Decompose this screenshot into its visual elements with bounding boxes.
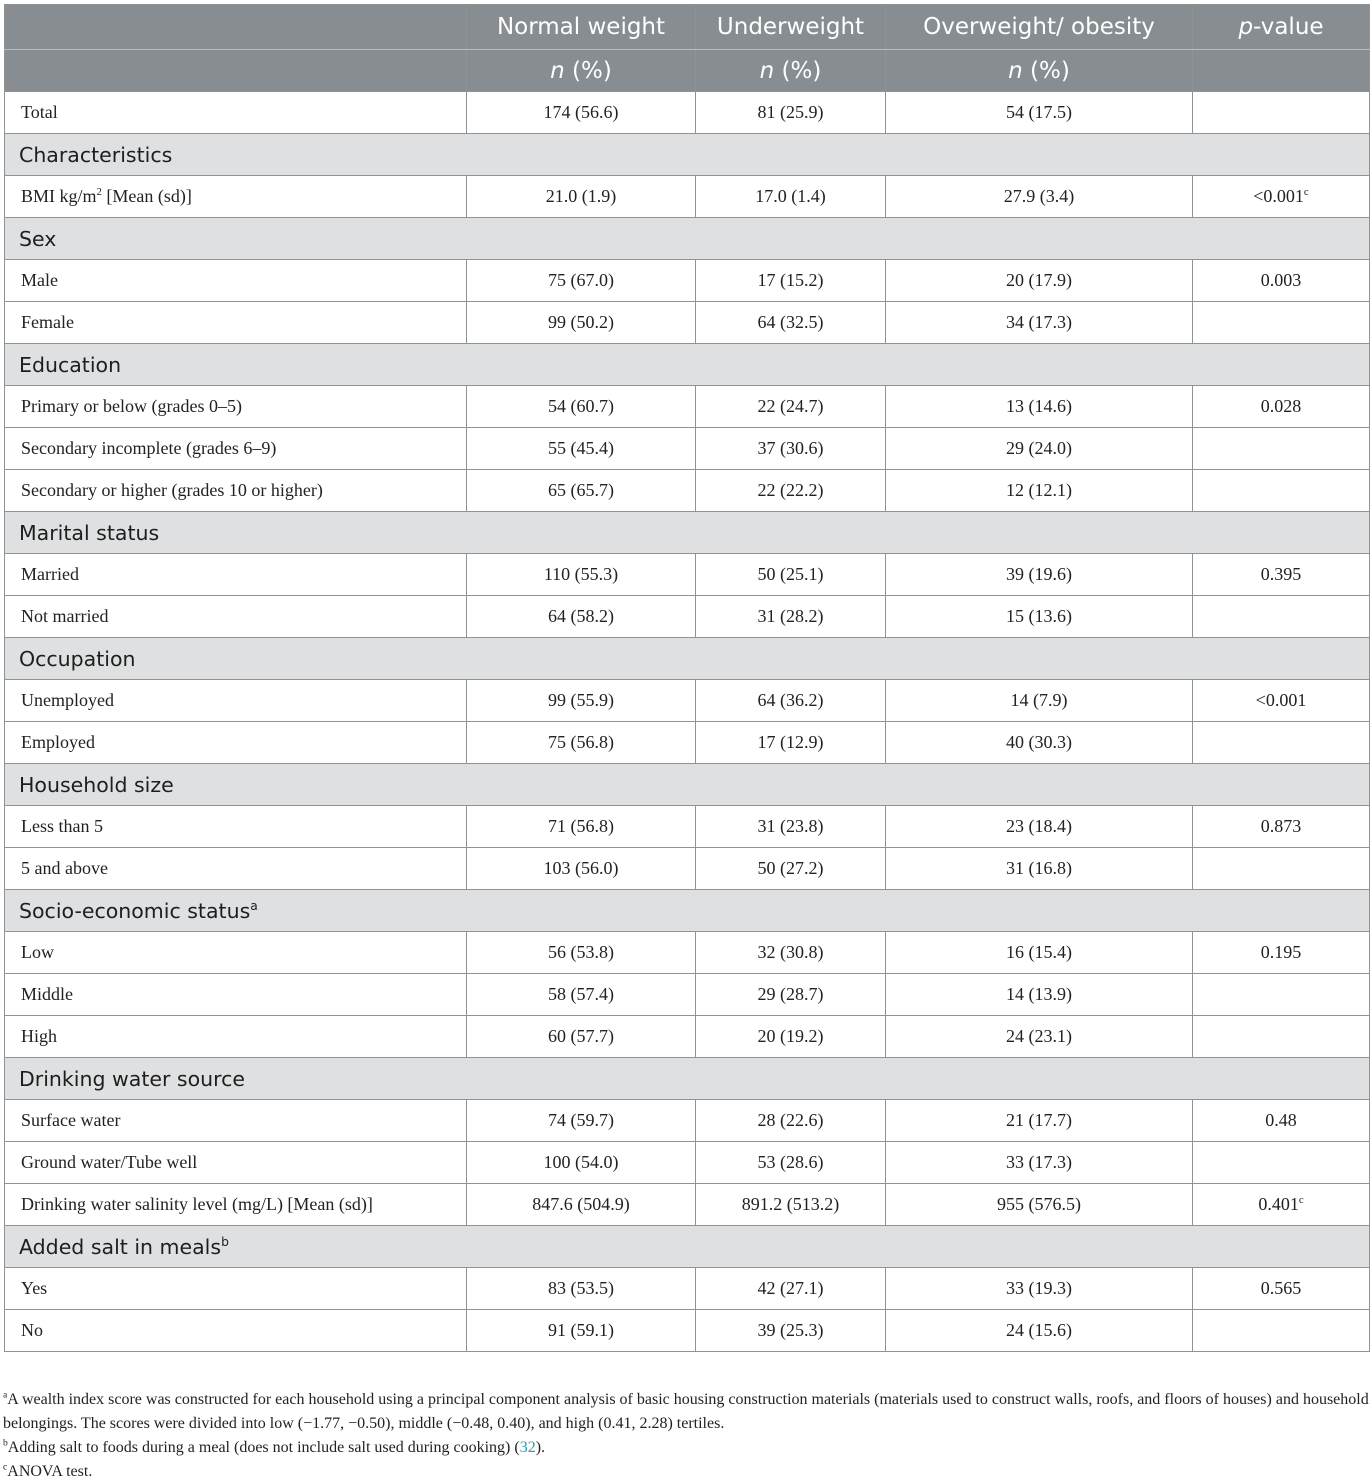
section-row (5, 764, 1370, 806)
cell-over: 12 (12.1) (886, 470, 1193, 512)
cell-normal: 55 (45.4) (467, 428, 696, 470)
cell-p: 0.195 (1193, 932, 1370, 974)
row-label: Middle (5, 974, 467, 1016)
cell-normal: 71 (56.8) (467, 806, 696, 848)
reference-link[interactable]: 32 (519, 1439, 536, 1456)
cell-over: 31 (16.8) (886, 848, 1193, 890)
table-row (5, 1184, 1370, 1226)
cell-normal: 75 (67.0) (467, 260, 696, 302)
cell-under: 31 (23.8) (696, 806, 886, 848)
cell-under: 53 (28.6) (696, 1142, 886, 1184)
cell-under: 50 (27.2) (696, 848, 886, 890)
row-label: High (5, 1016, 467, 1058)
cell-over: 39 (19.6) (886, 554, 1193, 596)
section-label: Household size (5, 764, 1370, 806)
footnote-a: $^a$A wealth index score was constructed for each household using a principal component analysis of basic housing construction materials (materials used to construct walls, roofs, and floors of houses) and household belongings. The scores were divided into low (−1.77, −0.50), middle (−0.48, 0.40), and high (0.41, 2.28) tertiles. (3, 1389, 1369, 1432)
row-label: Married (5, 554, 467, 596)
cell-normal: 64 (58.2) (467, 596, 696, 638)
cell-p (1193, 1142, 1370, 1184)
cell-over: 20 (17.9) (886, 260, 1193, 302)
cell-p (1193, 1016, 1370, 1058)
cell-under: 17 (12.9) (696, 722, 886, 764)
header-overweight: Overweight/ obesity (886, 5, 1193, 50)
cell-p: <0.001$^c$ (1193, 176, 1370, 218)
section-row (5, 890, 1370, 932)
table-row (5, 1100, 1370, 1142)
footnote-c: $^c$ANOVA test. (3, 1461, 93, 1480)
section-row (5, 344, 1370, 386)
header-p-value: p-value (1193, 5, 1370, 50)
footnotes (3, 1388, 1369, 1484)
section-row (5, 638, 1370, 680)
cell-normal: 103 (56.0) (467, 848, 696, 890)
header-n-pct: n (%) (467, 50, 696, 92)
cell-normal: 75 (56.8) (467, 722, 696, 764)
cell-p (1193, 848, 1370, 890)
row-label: Yes (5, 1268, 467, 1310)
section-label: Drinking water source (5, 1058, 1370, 1100)
row-label: Secondary incomplete (grades 6–9) (5, 428, 467, 470)
table-row (5, 302, 1370, 344)
row-label: Secondary or higher (grades 10 or higher) (5, 470, 467, 512)
row-label: Surface water (5, 1100, 467, 1142)
table-row (5, 722, 1370, 764)
cell-normal: 91 (59.1) (467, 1310, 696, 1352)
table-row (5, 1142, 1370, 1184)
row-label: BMI $kg/m^2$ [Mean (sd)] (5, 176, 467, 218)
cell-over: 33 (19.3) (886, 1268, 1193, 1310)
table-row (5, 806, 1370, 848)
section-label: Education (5, 344, 1370, 386)
section-label: Occupation (5, 638, 1370, 680)
cell-normal: 99 (55.9) (467, 680, 696, 722)
cell-p (1193, 596, 1370, 638)
cell-under: 81 (25.9) (696, 92, 886, 134)
table-row (5, 554, 1370, 596)
row-label: Male (5, 260, 467, 302)
cell-p: 0.565 (1193, 1268, 1370, 1310)
cell-under: 50 (25.1) (696, 554, 886, 596)
table-row (5, 1268, 1370, 1310)
cell-over: 24 (23.1) (886, 1016, 1193, 1058)
section-row (5, 134, 1370, 176)
cell-under: 17.0 (1.4) (696, 176, 886, 218)
cell-p: 0.48 (1193, 1100, 1370, 1142)
cell-p: 0.028 (1193, 386, 1370, 428)
cell-under: 29 (28.7) (696, 974, 886, 1016)
cell-under: 22 (22.2) (696, 470, 886, 512)
cell-over: 14 (7.9) (886, 680, 1193, 722)
section-row (5, 1058, 1370, 1100)
cell-normal: 174 (56.6) (467, 92, 696, 134)
cell-under: 39 (25.3) (696, 1310, 886, 1352)
cell-over: 54 (17.5) (886, 92, 1193, 134)
cell-p: 0.003 (1193, 260, 1370, 302)
header-n-pct: n (%) (886, 50, 1193, 92)
cell-over: 13 (14.6) (886, 386, 1193, 428)
cell-under: 32 (30.8) (696, 932, 886, 974)
cell-under: 31 (28.2) (696, 596, 886, 638)
header-n-pct: n (%) (696, 50, 886, 92)
cell-p: 0.401$^c$ (1193, 1184, 1370, 1226)
cell-normal: 58 (57.4) (467, 974, 696, 1016)
cell-under: 891.2 (513.2) (696, 1184, 886, 1226)
cell-normal: 83 (53.5) (467, 1268, 696, 1310)
cell-under: 28 (22.6) (696, 1100, 886, 1142)
row-label: 5 and above (5, 848, 467, 890)
row-label: Primary or below (grades 0–5) (5, 386, 467, 428)
cell-normal: 100 (54.0) (467, 1142, 696, 1184)
table-row (5, 1016, 1370, 1058)
cell-over: 29 (24.0) (886, 428, 1193, 470)
section-label: Marital status (5, 512, 1370, 554)
table-row (5, 1310, 1370, 1352)
cell-normal: 99 (50.2) (467, 302, 696, 344)
cell-p: <0.001 (1193, 680, 1370, 722)
cell-under: 64 (36.2) (696, 680, 886, 722)
header-normal-weight: Normal weight (467, 5, 696, 50)
row-label: No (5, 1310, 467, 1352)
row-label: Not married (5, 596, 467, 638)
row-label: Less than 5 (5, 806, 467, 848)
row-label: Drinking water salinity level (mg/L) [Mean (sd)] (5, 1184, 467, 1226)
cell-under: 42 (27.1) (696, 1268, 886, 1310)
table-row (5, 92, 1370, 134)
cell-p: 0.395 (1193, 554, 1370, 596)
table-row (5, 176, 1370, 218)
cell-over: 16 (15.4) (886, 932, 1193, 974)
section-label: Socio-economic status$^a$ (5, 890, 1370, 932)
cell-p (1193, 1310, 1370, 1352)
table-row (5, 848, 1370, 890)
cell-normal: 847.6 (504.9) (467, 1184, 696, 1226)
cell-normal: 54 (60.7) (467, 386, 696, 428)
cell-under: 64 (32.5) (696, 302, 886, 344)
cell-under: 17 (15.2) (696, 260, 886, 302)
footnote-b: $^b$Adding salt to foods during a meal (does not include salt used during cooking) (32). (3, 1437, 546, 1456)
cell-under: 22 (24.7) (696, 386, 886, 428)
section-label: Sex (5, 218, 1370, 260)
row-label: Female (5, 302, 467, 344)
header-empty-cell-2 (5, 50, 467, 92)
cell-p (1193, 470, 1370, 512)
header-empty-cell (5, 5, 467, 50)
cell-under: 37 (30.6) (696, 428, 886, 470)
cell-normal: 60 (57.7) (467, 1016, 696, 1058)
cell-over: 27.9 (3.4) (886, 176, 1193, 218)
cell-p (1193, 92, 1370, 134)
cell-normal: 56 (53.8) (467, 932, 696, 974)
row-label: Unemployed (5, 680, 467, 722)
section-row (5, 512, 1370, 554)
cell-over: 15 (13.6) (886, 596, 1193, 638)
row-label: Low (5, 932, 467, 974)
cell-over: 40 (30.3) (886, 722, 1193, 764)
table-row (5, 386, 1370, 428)
table-row (5, 260, 1370, 302)
row-label: Total (5, 92, 467, 134)
cell-over: 34 (17.3) (886, 302, 1193, 344)
cell-p (1193, 428, 1370, 470)
section-row (5, 218, 1370, 260)
cell-normal: 110 (55.3) (467, 554, 696, 596)
header-underweight: Underweight (696, 5, 886, 50)
row-label: Ground water/Tube well (5, 1142, 467, 1184)
table-row (5, 596, 1370, 638)
section-label: Added salt in meals$^b$ (5, 1226, 1370, 1268)
cell-over: 21 (17.7) (886, 1100, 1193, 1142)
cell-under: 20 (19.2) (696, 1016, 886, 1058)
header-empty-cell-3 (1193, 50, 1370, 92)
table-row (5, 680, 1370, 722)
cell-over: 14 (13.9) (886, 974, 1193, 1016)
row-label: Employed (5, 722, 467, 764)
cell-p (1193, 722, 1370, 764)
cell-p (1193, 974, 1370, 1016)
cell-over: 955 (576.5) (886, 1184, 1193, 1226)
cell-normal: 74 (59.7) (467, 1100, 696, 1142)
cell-over: 33 (17.3) (886, 1142, 1193, 1184)
table-row (5, 974, 1370, 1016)
table-row (5, 470, 1370, 512)
table-row (5, 428, 1370, 470)
cell-p: 0.873 (1193, 806, 1370, 848)
table-row (5, 932, 1370, 974)
cell-normal: 21.0 (1.9) (467, 176, 696, 218)
cell-over: 23 (18.4) (886, 806, 1193, 848)
section-label: Characteristics (5, 134, 1370, 176)
results-table (4, 4, 1370, 1352)
cell-normal: 65 (65.7) (467, 470, 696, 512)
cell-p (1193, 302, 1370, 344)
cell-over: 24 (15.6) (886, 1310, 1193, 1352)
section-row (5, 1226, 1370, 1268)
